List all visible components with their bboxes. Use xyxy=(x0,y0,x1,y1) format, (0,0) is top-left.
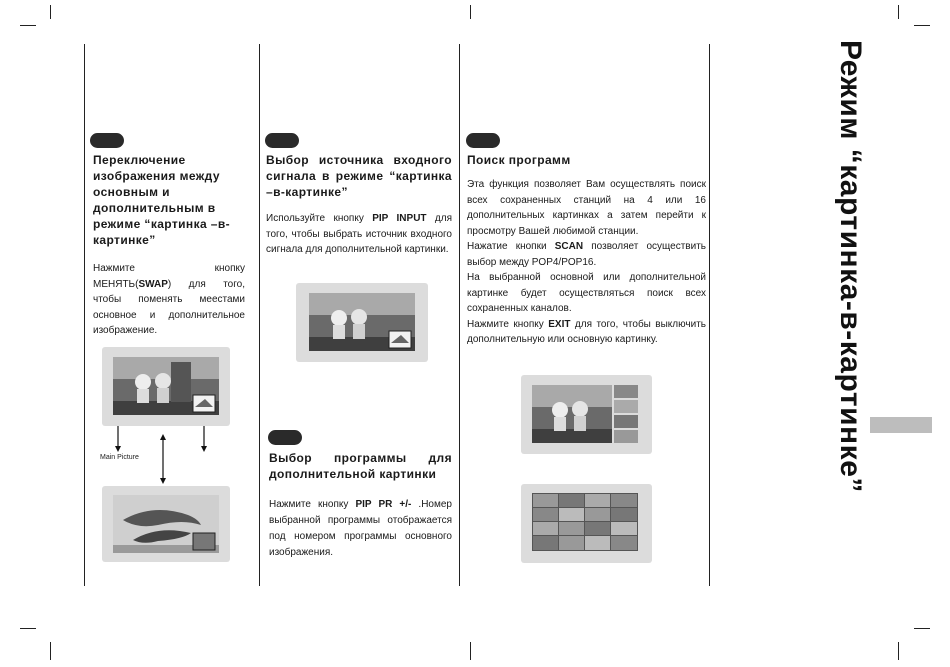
scan-heading: Поиск программ xyxy=(467,153,571,167)
column-divider xyxy=(459,44,460,586)
pip-input-heading: Выбор источника входного сигнала в режиме “картинка –в-картинке” xyxy=(266,153,452,199)
crop-mark xyxy=(470,5,471,19)
scan-paragraph: На выбранной основной или дополнительной картинке будет осуществляться поиск всех сохраненных каналов. xyxy=(467,272,706,314)
pop16-photo xyxy=(521,484,652,563)
swapped-screen-photo xyxy=(102,486,230,562)
pip-program-body: Нажмите кнопку PIP PR +/- .Номер выбранной программы отображается под номером программы основного изображения. xyxy=(269,499,452,558)
section-marker xyxy=(265,133,299,148)
column-divider xyxy=(709,44,710,586)
scan-section xyxy=(467,152,706,348)
scan-paragraph: Нажмите кнопку EXIT для того, чтобы выключить дополнительную или основную картинку. xyxy=(467,318,706,345)
crop-mark xyxy=(20,628,36,629)
scan-paragraph: Нажатие кнопки SCAN позволяет осуществить выбор между POP4/POP16. xyxy=(467,241,706,268)
pip-input-body: Используйте кнопку PIP INPUT для того, чтобы выбрать источник входного сигнала для дополнительной картинки. xyxy=(266,213,452,255)
pip-screen-photo xyxy=(102,347,230,426)
crop-mark xyxy=(898,642,899,660)
pip-input-section xyxy=(266,152,452,258)
pop4-photo xyxy=(521,375,652,454)
crop-mark xyxy=(898,5,899,19)
crop-mark xyxy=(20,25,36,26)
section-marker xyxy=(90,133,124,148)
side-chapter-title: Режим “картинка-в-картинке” xyxy=(834,40,867,493)
section-marker xyxy=(268,430,302,445)
pip-children-image xyxy=(309,293,415,351)
pip-program-section xyxy=(269,450,452,561)
pip-program-heading: Выбор программы для дополнительной картинки xyxy=(269,451,452,481)
crop-mark xyxy=(50,642,51,660)
crop-mark xyxy=(914,25,930,26)
swap-heading: Переключение изображения между основным и дополнительным в режиме “картинка –в-картинке” xyxy=(93,153,231,247)
column-divider xyxy=(259,44,260,586)
pop4-image xyxy=(532,385,638,443)
swap-section xyxy=(93,152,245,339)
pip-children-image xyxy=(113,357,219,415)
dolphins-image xyxy=(113,495,219,553)
crop-mark xyxy=(50,5,51,19)
column-divider xyxy=(84,44,85,586)
section-marker xyxy=(466,133,500,148)
chapter-tab xyxy=(870,417,932,433)
pip-input-photo xyxy=(296,283,428,362)
main-picture-label: Main Picture xyxy=(100,454,139,461)
scan-body xyxy=(467,177,706,348)
pop16-image xyxy=(532,493,638,551)
swap-body: Нажмите кнопку МЕНЯТЬ(SWAP) для того, чтобы поменять меестами основное и дополнительное изображение. xyxy=(93,263,245,336)
crop-mark xyxy=(470,642,471,660)
crop-mark xyxy=(914,628,930,629)
scan-paragraph: Эта функция позволяет Вам осуществлять поиск всех сохраненных станций на 4 или 16 дополнительных картинках а затем перейти к просмотру Вашей любимой станции. xyxy=(467,179,706,237)
